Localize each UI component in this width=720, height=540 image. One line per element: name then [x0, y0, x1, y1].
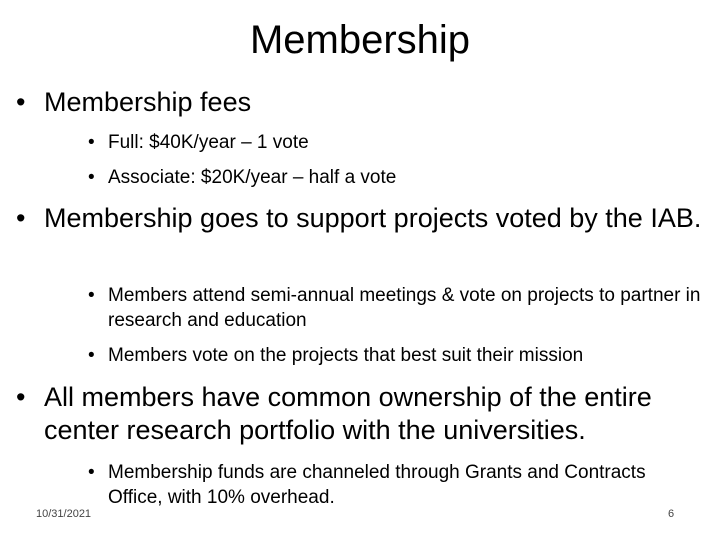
subbullet-text: Members attend semi-annual meetings & vote on projects to partner in research and education [108, 285, 701, 331]
subbullet-dot: • [88, 345, 95, 366]
bullet-dot: • [16, 203, 26, 233]
subbullet-full-fee [88, 130, 708, 155]
subbullet-text: Associate: $20K/year – half a vote [108, 167, 397, 188]
subbullet-dot: • [88, 167, 95, 188]
bullet-dot: • [16, 382, 26, 412]
subbullet-semiannual-meetings [88, 283, 708, 333]
subbullet-vote-mission [88, 343, 708, 368]
bullet-text: Membership goes to support projects voted by the IAB. [44, 203, 702, 233]
subbullet-dot: • [88, 132, 95, 153]
bullet-support-projects [16, 202, 704, 235]
footer-date: 10/31/2021 [36, 508, 92, 520]
subbullet-dot: • [88, 462, 95, 483]
bullet-text: Membership fees [44, 87, 252, 117]
subbullet-grants-office [88, 460, 648, 510]
bullet-membership-fees [16, 86, 704, 119]
slide-title: Membership [249, 18, 471, 62]
subbullet-text: Membership funds are channeled through Grants and Contracts Office, with 10% overhead. [108, 462, 646, 508]
subbullet-text: Members vote on the projects that best suit their mission [108, 345, 584, 366]
footer-page-number: 6 [668, 508, 675, 520]
bullet-dot: • [16, 87, 26, 117]
subbullet-associate-fee [88, 165, 708, 190]
subbullet-dot: • [88, 285, 95, 306]
bullet-common-ownership [16, 381, 704, 447]
subbullet-text: Full: $40K/year – 1 vote [108, 132, 309, 153]
bullet-text: All members have common ownership of the entire center research portfolio with the universities. [44, 382, 652, 445]
